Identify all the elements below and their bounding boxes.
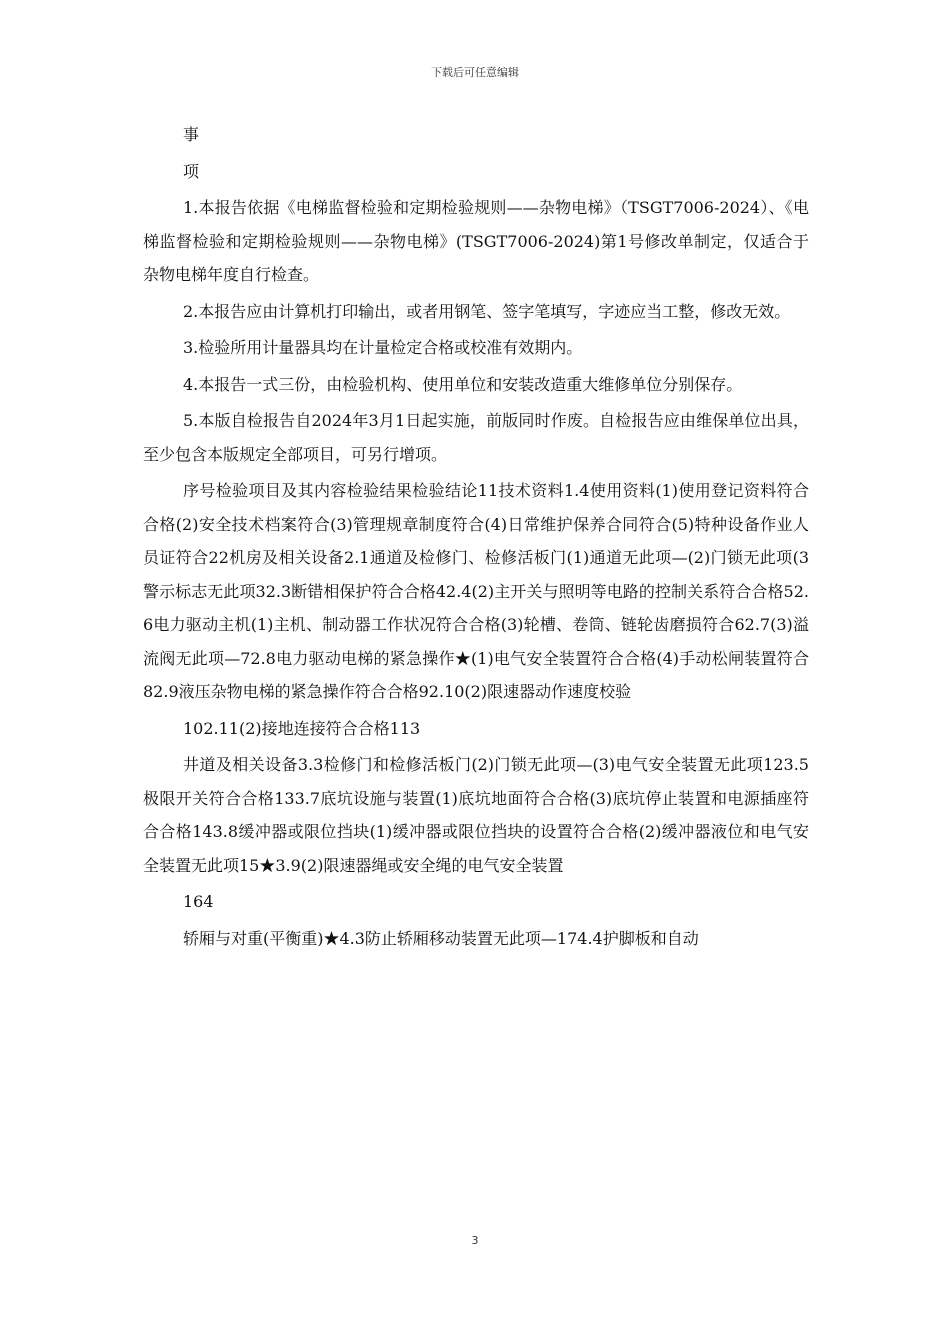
paragraph: 3.检验所用计量器具均在计量检定合格或校准有效期内。 bbox=[183, 338, 583, 357]
page-number: 3 bbox=[471, 1234, 479, 1247]
paragraph: 2.本报告应由计算机打印输出，或者用钢笔、签字笔填写，字迹应当工整，修改无效。 bbox=[183, 301, 791, 321]
paragraph: 4.本报告一式三份，由检验机构、使用单位和安装改造重大维修单位分别保存。 bbox=[183, 374, 743, 394]
paragraph: 井道及相关设备3.3检修门和检修活板门(2)门锁无此项—(3)电气安全装置无此项123.5极限开关符合合格133.7底坑设施与装置(1)底坑地面符合合格(3)底坑停止装置和电源插座符合合格143.8缓冲器或限位挡块(1)缓冲器或限位挡块的设置符合合格(2)缓冲器液位和电气安全装置无此项15★3.9(2)限速器绳或安全绳的电气安全装置 bbox=[143, 755, 809, 875]
paragraph: 序号检验项目及其内容检验结果检验结论11技术资料1.4使用资料(1)使用登记资料符合合格(2)安全技术档案符合(3)管理规章制度符合(4)日常维护保养合同符合(5)特种设备作业人员证符合22机房及相关设备2.1通道及检修门、检修活板门(1)通道无此项—(2)门锁无此项(3警示标志无此项32.3断错相保护符合合格42.4(2)主开关与照明等电路的控制关系符合合格52.6电力驱动主机(1)主机、制动器工作状况符合合格(3)轮槽、卷筒、链轮齿磨损符合62.7(3)溢流阀无此项—72.8电力驱动电梯的紧急操作★(1)电气安全装置符合合格(4)手动松闸装置符合82.9液压杂物电梯的紧急操作符合合格92.10(2)限速器动作速度校验 bbox=[143, 481, 809, 701]
document-body bbox=[143, 118, 809, 958]
paragraph: 1.本报告依据《电梯监督检验和定期检验规则——杂物电梯》（TSGT7006-2024）、《电梯监督检验和定期检验规则——杂物电梯》(TSGT7006-2024)第1号修改单制定，仅适合于杂物电梯年度自行检查。 bbox=[143, 198, 809, 284]
paragraph: 5.本版自检报告自2024年3月1日起实施，前版同时作废。自检报告应由维保单位出具，至少包含本版规定全部项目，可另行增项。 bbox=[143, 411, 809, 464]
paragraph: 轿厢与对重(平衡重)★4.3防止轿厢移动装置无此项—174.4护脚板和自动 bbox=[183, 928, 699, 948]
page-header: 下载后可任意编辑 bbox=[431, 66, 519, 79]
paragraph: 164 bbox=[183, 892, 214, 911]
paragraph: 102.11(2)接地连接符合合格113 bbox=[183, 718, 421, 738]
paragraph: 项 bbox=[183, 161, 200, 181]
paragraph: 事 bbox=[183, 125, 200, 144]
